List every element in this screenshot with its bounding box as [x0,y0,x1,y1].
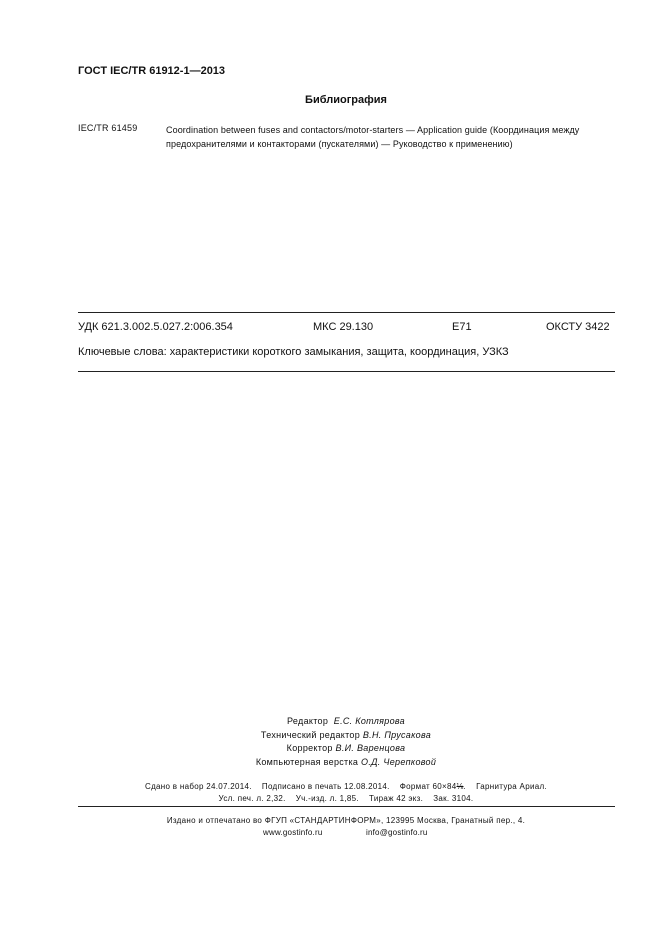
udk-code: УДК 621.3.002.5.027.2:006.354 [78,321,233,333]
imprint-line-1: Сдано в набор 24.07.2014. Подписано в печать 12.08.2014. Формат 60×84⅛. Гарнитура Ариал. [145,782,547,791]
keywords-line: Ключевые слова: характеристики короткого замыкания, защита, координация, УЗКЗ [78,346,509,358]
top-divider [78,312,615,313]
bibliography-entry-line: Coordination between fuses and contactors/motor-starters — Application guide (Координация между [166,125,580,135]
credit-corrector: Корректор В.И. Варенцова [286,743,406,753]
imprint-line-2: Усл. печ. л. 2,32. Уч.-изд. л. 1,85. Тираж 42 экз. Зак. 3104. [218,794,474,803]
bibliography-title: Библиография [305,94,387,106]
imprint-divider [78,806,615,807]
okstu-code: ОКСТУ 3422 [546,321,610,333]
credit-tech-editor: Технический редактор В.Н. Прусакова [260,730,432,740]
credit-editor: Редактор Е.С. Котлярова [287,716,405,726]
mks-code: МКС 29.130 [313,321,374,333]
publisher-line: Издано и отпечатано во ФГУП «СТАНДАРТИНФОРМ», 123995 Москва, Гранатный пер., 4. [166,816,526,825]
publisher-email[interactable]: info@gostinfo.ru [366,828,428,837]
credit-layout: Компьютерная верстка О.Д. Черепковой [255,757,437,767]
bibliography-entry-text [166,123,579,151]
group-code: E71 [452,321,472,333]
bottom-divider [78,371,615,372]
document-code: ГОСТ IEC/TR 61912-1—2013 [78,65,226,77]
bibliography-entry-code: IEC/TR 61459 [78,123,138,133]
bibliography-entry-line: предохранителями и контакторами (пускателями) — Руководство к применению) [166,139,513,149]
publisher-website[interactable]: www.gostinfo.ru [263,828,323,837]
